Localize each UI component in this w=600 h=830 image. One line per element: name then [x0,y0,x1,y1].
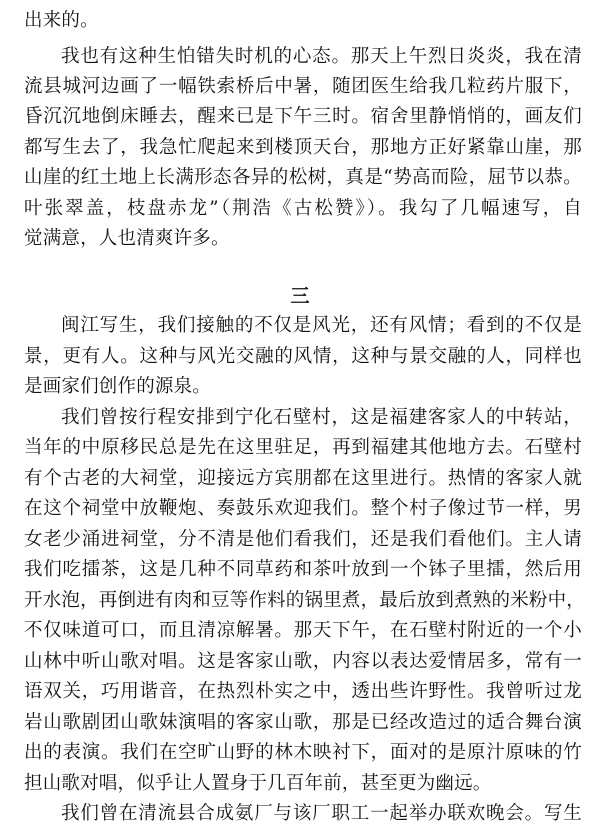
text-line: 出的表演。我们在空旷山野的林木映衬下，面对的是原汁原味的竹 [24,742,582,763]
text-line: 觉满意，人也清爽许多。 [24,228,230,249]
text-line: 语双关，巧用谐音，在热烈朴实之中，透出些许野性。我曾听过龙 [24,681,582,702]
text-line: 不仅味道可口，而且清凉解暑。那天下午，在石壁村附近的一个小 [24,620,582,641]
text-line: 我们吃擂茶，这是几种不同草药和茶叶放到一个钵子里擂，然后用 [24,559,582,580]
text-line: 我也有这种生怕错失时机的心态。那天上午烈日炎炎，我在清 [61,46,582,67]
text-line: 在这个祠堂中放鞭炮、奏鼓乐欢迎我们。整个村子像过节一样，男 [24,498,582,519]
text-line: 山崖的红土地上长满形态各异的松树，真是“势高而险，屈节以恭。 [24,167,582,188]
text-line: 昏沉沉地倒床睡去，醒来已是下午三时。宿舍里静悄悄的，画友们 [24,106,582,127]
text-line: 当年的中原移民总是先在这里驻足，再到福建其他地方去。石壁村 [24,437,582,458]
text-line: 岩山歌剧团山歌妹演唱的客家山歌，那是已经改造过的适合舞台演 [24,712,582,733]
text-line: 流县城河边画了一幅铁索桥后中暑，随团医生给我几粒药片服下， [24,76,582,97]
text-line: 景，更有人。这种与风光交融的风情，这种与景交融的人，同样也 [24,346,582,367]
text-line: 女老少涌进祠堂，分不清是他们看我们，还是我们看他们。主人请 [24,529,582,550]
text-line: 担山歌对唱，似乎让人置身于几百年前，甚至更为幽远。 [24,773,492,794]
text-line: 叶张翠盖，枝盘赤龙”（荆浩《古松赞》）。我勾了几幅速写，自 [24,198,582,219]
text-line: 开水泡，再倒进有肉和豆等作料的锅里煮，最后放到煮熟的米粉中， [24,590,586,611]
text-line: 都写生去了，我急忙爬起来到楼顶天台，那地方正好紧靠山崖，那 [24,137,582,158]
text-line: 有个古老的大祠堂，迎接远方宾朋都在这里进行。热情的客家人就 [24,468,582,489]
text-line: 闽江写生，我们接触的不仅是风光，还有风情；看到的不仅是 [61,315,582,336]
text-line: 山林中听山歌对唱。这是客家山歌，内容以表达爱情居多，常有一 [24,651,582,672]
text-line: 我们曾按行程安排到宁化石壁村，这是福建客家人的中转站， [61,407,582,428]
section-heading: 三 [290,285,310,307]
text-line: 出来的。 [24,10,99,31]
text-line: 是画家们创作的源泉。 [24,376,212,397]
text-line: 我们曾在清流县合成氨厂与该厂职工一起举办联欢晚会。写生 [61,803,582,824]
